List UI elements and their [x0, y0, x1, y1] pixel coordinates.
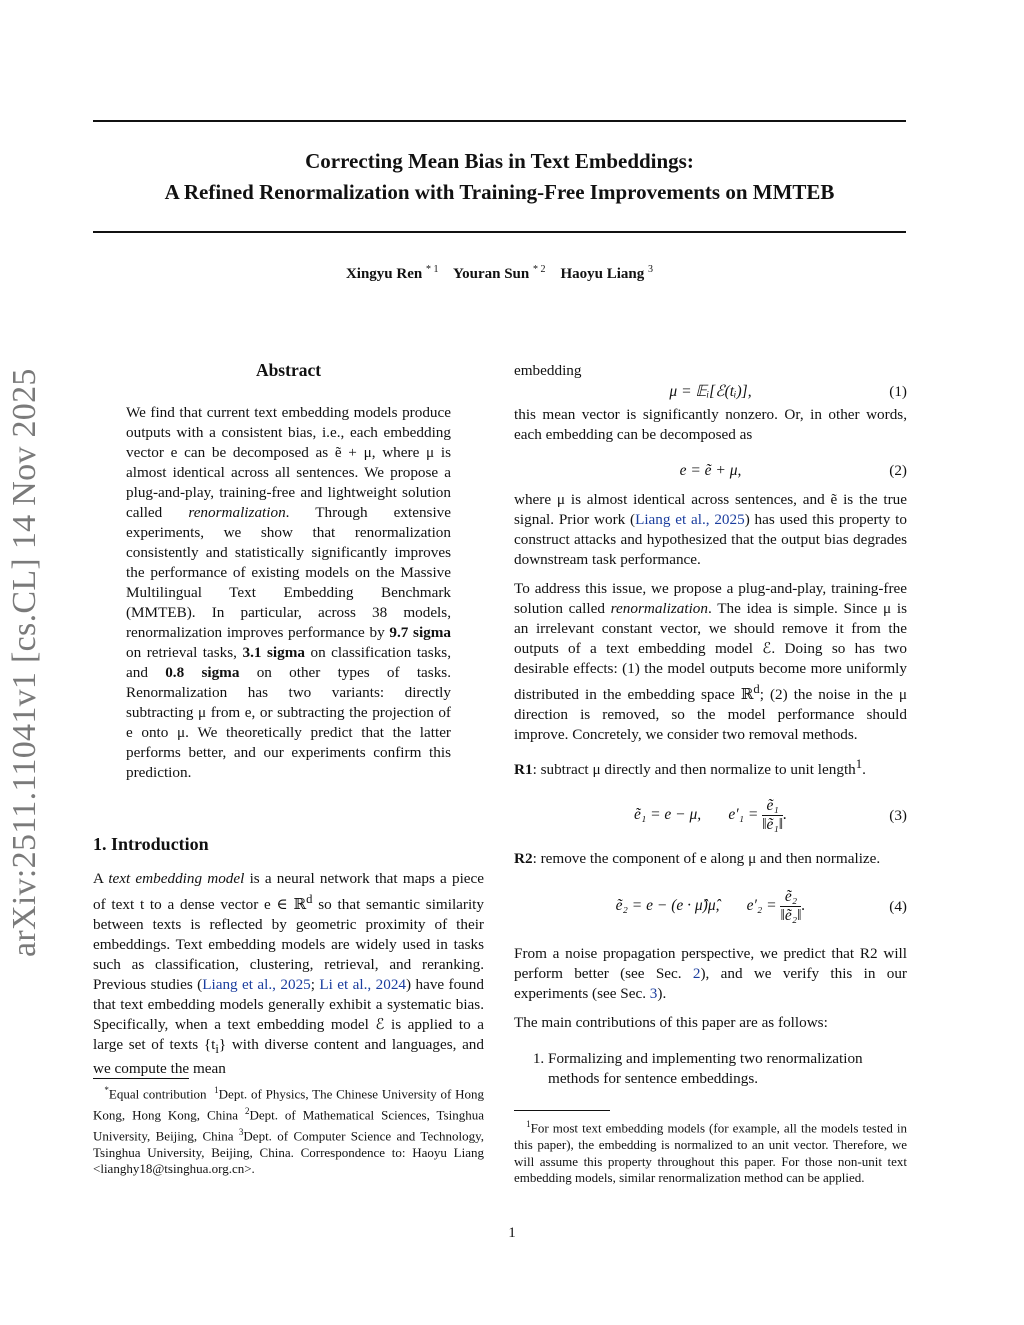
author-marks: 3 [648, 264, 654, 275]
right-text: embedding [514, 362, 582, 379]
eq-part: ẽ₁ = e − μ, [633, 806, 702, 824]
page-number: 1 [508, 1225, 516, 1241]
right-term: renormalization [610, 600, 708, 617]
equation-number: (4) [889, 898, 907, 916]
title-bottom-rule [93, 231, 906, 233]
eq-part: . [801, 897, 806, 915]
abstract-text: on classification tasks, and [126, 644, 451, 681]
footnote-rule-right [514, 1110, 610, 1111]
intro-sub: i [215, 1042, 219, 1057]
equation-number: (2) [889, 462, 907, 479]
eq-denominator: ‖ẽ₁‖ [762, 816, 784, 834]
author-marks: * 2 [533, 264, 546, 275]
citation-separator: ; [310, 976, 315, 994]
footnote-mark: * [104, 1085, 109, 1095]
method-label-r1: R1 [514, 761, 533, 779]
right-text: The main contributions of this paper are as follows: [514, 1014, 828, 1032]
affiliations-footnote [93, 1082, 484, 1178]
intro-text: so that semantic similarity between texts is reflected by geometric proximity of their embeddings. Text embedding models are widely used in tasks such as classification, clustering, retrieval, and reranking. Previous studies ( [93, 896, 484, 994]
abstract-term: renormalization [188, 504, 286, 521]
equation-number: (3) [889, 807, 907, 825]
abstract-result: 3.1 sigma [242, 644, 305, 661]
footnote-rule-left [93, 1078, 189, 1079]
footnote-text: Dept. of Mathematical Sciences, Tsinghua University, Beijing, China [93, 1107, 484, 1144]
abstract-text: . Through extensive experiments, we show that renormalization consistently and statistically significantly improves the performance of existing models on the Massive Multilingual Text Embedding Benchmark (MMTEB). In particular, across 38 models, renormalization improves performance by [126, 504, 451, 641]
citation-link[interactable]: Liang et al., 2025 [635, 511, 745, 528]
intro-text: ) have found that text embedding models generally exhibit a systematic bias. Specifically, when a text embedding model ℰ is applied to a large set of texts {t [93, 976, 484, 1054]
footnote-text: Dept. of Computer Science and Technology, Tsinghua University, Beijing, China. Correspondence to: Haoyu Liang <lianghy18@tsinghua.org.cn>. [93, 1128, 485, 1177]
intro-sup: d [306, 892, 313, 906]
footnote-1 [514, 1116, 907, 1187]
right-text: where μ is almost identical across sentences, and ẽ is the true signal. Prior work ( [514, 491, 907, 528]
section-link[interactable]: 3 [649, 985, 658, 1003]
author-name: Haoyu Liang [560, 266, 645, 282]
right-text: To address this issue, we propose a plug-and-play, training-free solution called [514, 580, 907, 617]
list-item: 1. Formalizing and implementing two renormalization methods for sentence embeddings. [548, 1049, 907, 1089]
citation-link[interactable]: Liang et al., 2025 [202, 976, 311, 994]
author-name: Xingyu Ren [345, 266, 423, 282]
author-marks: * 1 [426, 264, 439, 275]
abstract-text: on other types of tasks. Renormalization has two variants: directly subtracting μ from e, or subtracting the projection of e onto μ. We theoretically predict that the latter performs better, and our experiments confirm this prediction. [126, 664, 452, 781]
right-column [514, 361, 907, 1089]
eq-numerator: ẽ₁ [762, 797, 783, 816]
top-rule [93, 120, 906, 122]
abstract-body [126, 403, 451, 792]
right-text: From a noise propagation perspective, we predict that R2 will perform better (see Sec. [514, 945, 907, 983]
abstract-heading: Abstract [255, 360, 322, 380]
equation-3 [514, 789, 907, 843]
paper-title [93, 146, 906, 208]
equation-1 [514, 375, 907, 405]
abstract-result: 0.8 sigma [165, 664, 240, 681]
title-line-1: Correcting Mean Bias in Text Embeddings: [305, 149, 694, 173]
author-name: Youran Sun [452, 266, 530, 282]
section-heading-introduction: 1. Introduction [93, 834, 209, 854]
equation-body [514, 797, 907, 834]
citation-link[interactable]: Li et al., 2024 [319, 976, 407, 994]
eq-part: . [783, 806, 788, 824]
section-link[interactable]: 2 [692, 965, 701, 983]
author-list [93, 264, 906, 283]
abstract-text: on retrieval tasks, [126, 644, 237, 661]
right-text: . [862, 761, 866, 779]
right-text: ; (2) the noise in the μ direction is removed, so the model performance should improve. Concretely, we consider two removal methods. [514, 686, 907, 744]
eq-part: e′₁ = [728, 806, 759, 824]
intro-body [93, 869, 484, 1088]
footnote-mark: 1 [214, 1085, 219, 1095]
right-text: ), and we verify this in our experiments (see Sec. [514, 965, 907, 1003]
intro-text: A [93, 870, 104, 887]
eq-numerator: ẽ₂ [780, 888, 801, 907]
eq-fraction [780, 888, 801, 925]
right-text: ). [657, 985, 667, 1003]
contributions-list [514, 1049, 907, 1089]
title-line-2: A Refined Renormalization with Training-Free Improvements on MMTEB [164, 180, 835, 204]
right-text: ) has used this property to construct attacks and hypothesized that the output bias degrades downstream task performance. [514, 511, 907, 568]
eq-denominator: ‖ẽ₂‖ [780, 907, 802, 925]
method-label-r2: R2 [514, 850, 533, 868]
eq-part: ẽ₂ = e − (e · μ̂)μ̂, [615, 897, 720, 915]
footnote-mark: 1 [526, 1119, 531, 1129]
abstract-text: We find that current text embedding models produce outputs with a consistent bias, i.e., each embedding vector e can be decomposed as ẽ + μ, where μ is almost identical across all sentences. We propose a plug-and-play, training-free and lightweight solution called [126, 404, 451, 521]
intro-text: is a neural network that maps a piece of text t to a dense vector e ∈ ℝ [93, 870, 485, 914]
footnote-text: Dept. of Physics, The Chinese University of Hong Kong, Hong Kong, China [93, 1086, 485, 1123]
arxiv-stamp: arXiv:2511.11041v1 [cs.CL] 14 Nov 2025 [6, 368, 43, 957]
footnote-mark: 3 [238, 1126, 244, 1137]
intro-term: text embedding model [108, 870, 245, 887]
intro-text: } with diverse content and languages, and we compute the mean [93, 1036, 484, 1078]
equation-2 [514, 454, 907, 490]
eq-fraction [762, 797, 783, 834]
equation-number: (1) [889, 383, 907, 400]
footnote-ref[interactable]: 1 [855, 757, 863, 772]
equation-body [514, 888, 907, 925]
footnote-text: Equal contribution [108, 1086, 207, 1102]
right-text: : subtract μ directly and then normalize to unit length [532, 761, 856, 779]
equation-body: μ = 𝔼ᵢ[ℰ(tᵢ)], [669, 383, 752, 400]
equation-4 [514, 878, 907, 944]
right-text: this mean vector is significantly nonzero. Or, in other words, each embedding can be decomposed as [514, 406, 907, 443]
right-sup: d [753, 682, 760, 696]
right-text: . The idea is simple. Since μ is an irrelevant constant vector, we should remove it from the outputs of a text embedding model ℰ. Doing so has two desirable effects: (1) the model outputs become more uniformly distributed in the embedding space ℝ [514, 600, 907, 704]
equation-body: e = ẽ + μ, [679, 462, 742, 479]
abstract-result: 9.7 sigma [389, 624, 452, 641]
right-text: : remove the component of e along μ and then normalize. [532, 850, 881, 868]
footnote-mark: 2 [244, 1105, 250, 1116]
eq-part: e′₂ = [746, 897, 777, 915]
footnote-text: For most text embedding models (for example, all the models tested in this paper), the embedding is normalized to an unit vector. Therefore, we will assume this property throughout this paper. For those non-unit text embedding models, similar renormalization method can be applied. [514, 1120, 907, 1186]
